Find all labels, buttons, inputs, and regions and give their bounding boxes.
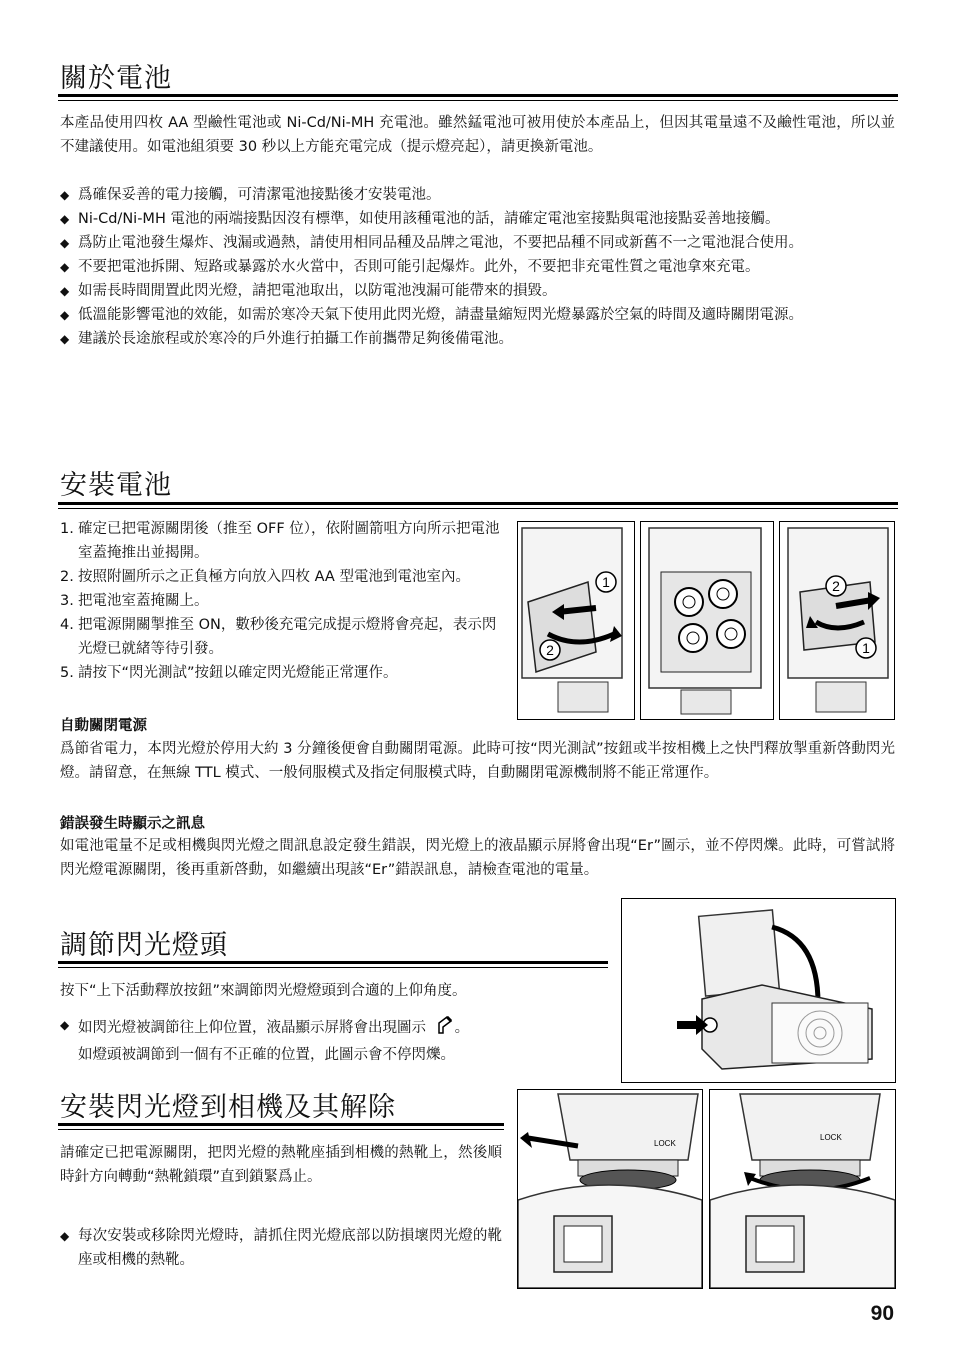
list-item: ◆ 如需長時間閒置此閃光燈，請把電池取出，以防電池洩漏可能帶來的損毀。 (60, 279, 895, 303)
list-item: ◆ Ni-Cd/Ni-MH 電池的兩端接點因沒有標準，如使用該種電池的話，請確定電池室接點與電池接點妥善地接觸。 (60, 207, 895, 231)
lock-label: LOCK (820, 1133, 842, 1142)
fig-label-one: 1 (862, 640, 870, 656)
list-item: 1. 確定已把電源關閉後（推至 OFF 位），依附圖箭咀方向所示把電池室蓋掩推出並揭開。 (60, 521, 500, 561)
section-title-battery-about: 關於電池 (60, 63, 172, 94)
error-message-text: 如電池電量不足或相機與閃光燈之間訊息設定發生錯誤，閃光燈上的液晶顯示屏將會出現“Er”圖示，並不停閃爍。此時，可嘗試將閃光燈電源關閉，後再重新啓動，如繼續出現該“Er”錯誤訊息，請檢查電池的電量。 (60, 838, 895, 878)
error-message-heading: 錯誤發生時顯示之訊息 (60, 816, 205, 832)
flash-head-tilt-illustration (621, 898, 896, 1083)
mount-remove-illustration (517, 1089, 703, 1289)
flash-head-bullet-list (60, 1013, 610, 1067)
section-title-flash-head: 調節閃光燈頭 (60, 930, 228, 961)
list-item: 5. 請按下“閃光測試”按鈕以確定閃光燈能正常運作。 (60, 665, 398, 681)
title-underline (58, 94, 898, 101)
section-title-battery-install: 安裝電池 (60, 470, 172, 501)
mount-text: 請確定已把電源關閉，把閃光燈的熱靴座插到相機的熱靴上，然後順時針方向轉動“熱靴鎖環”直到鎖緊爲止。 (60, 1145, 502, 1185)
list-item: ◆ 如閃光燈被調節往上仰位置，液晶顯示屏將會出現圖示 。 如燈頭被調節到一個有不正確的位置，此圖示會不停閃爍。 (60, 1013, 610, 1067)
page-number: 90 (870, 1302, 894, 1325)
list-item: ◆ 爲確保妥善的電力接觸，可清潔電池接點後才安裝電池。 (60, 183, 895, 207)
lock-label: LOCK (654, 1139, 676, 1148)
fig-label-two: 2 (546, 642, 554, 658)
battery-intro-text: 本產品使用四枚 AA 型鹼性電池或 Ni-Cd/Ni-MH 充電池。雖然錳電池可被用使於本產品上，但因其電量遠不及鹼性電池，所以並不建議使用。如電池組須要 30 秒以上方能充電完成（提示燈亮起），請更換新電池。 (60, 115, 895, 155)
list-item: ◆ 爲防止電池發生爆炸、洩漏或過熱，請使用相同品種及品牌之電池，不要把品種不同或新舊不一之電池混合使用。 (60, 231, 895, 255)
section-title-mount: 安裝閃光燈到相機及其解除 (60, 1092, 396, 1123)
list-item: ◆ 不要把電池拆開、短路或暴露於水火當中，否則可能引起爆炸。此外，不要把非充電性質之電池拿來充電。 (60, 255, 895, 279)
flash-head-text: 按下“上下活動釋放按鈕”來調節閃光燈燈頭到合適的上仰角度。 (60, 983, 467, 999)
battery-insert-illustration (640, 521, 774, 720)
fig-label-two: 2 (832, 578, 840, 594)
mount-bullet-list (60, 1224, 502, 1272)
battery-bullet-list (60, 183, 895, 351)
list-item: ◆ 建議於長途旅程或於寒冷的戶外進行拍攝工作前攜帶足夠後備電池。 (60, 327, 895, 351)
list-item: 4. 把電源開關掣推至 ON，數秒後充電完成提示燈將會亮起，表示閃光燈已就緒等待引發。 (60, 617, 497, 657)
list-item: 2. 按照附圖所示之正負極方向放入四枚 AA 型電池到電池室內。 (60, 569, 470, 585)
list-item: ◆ 每次安裝或移除閃光燈時，請抓住閃光燈底部以防損壞閃光燈的靴座或相機的熱靴。 (60, 1224, 502, 1272)
battery-cover-close-illustration (779, 521, 895, 720)
title-underline (58, 961, 608, 968)
auto-off-text: 爲節省電力，本閃光燈於停用大約 3 分鐘後便會自動關閉電源。此時可按“閃光測試”按鈕或半按相機上之快門釋放掣重新啓動閃光燈。請留意，在無線 TTL 模式、一般伺服模式及指定伺服模式時，自動關閉電源機制將不能正常運作。 (60, 741, 895, 781)
title-underline (58, 1123, 504, 1130)
fig-label-one: 1 (602, 574, 610, 590)
title-underline (58, 502, 898, 509)
bounce-head-icon (433, 1013, 453, 1043)
list-item: 3. 把電池室蓋掩關上。 (60, 593, 209, 609)
list-item: ◆ 低溫能影響電池的效能，如需於寒冷天氣下使用此閃光燈，請盡量縮短閃光燈暴露於空氣的時間及適時關閉電源。 (60, 303, 895, 327)
mount-lock-illustration (709, 1089, 896, 1289)
auto-off-heading: 自動關閉電源 (60, 718, 147, 734)
battery-cover-open-illustration (517, 521, 635, 720)
install-steps-list (60, 517, 505, 685)
